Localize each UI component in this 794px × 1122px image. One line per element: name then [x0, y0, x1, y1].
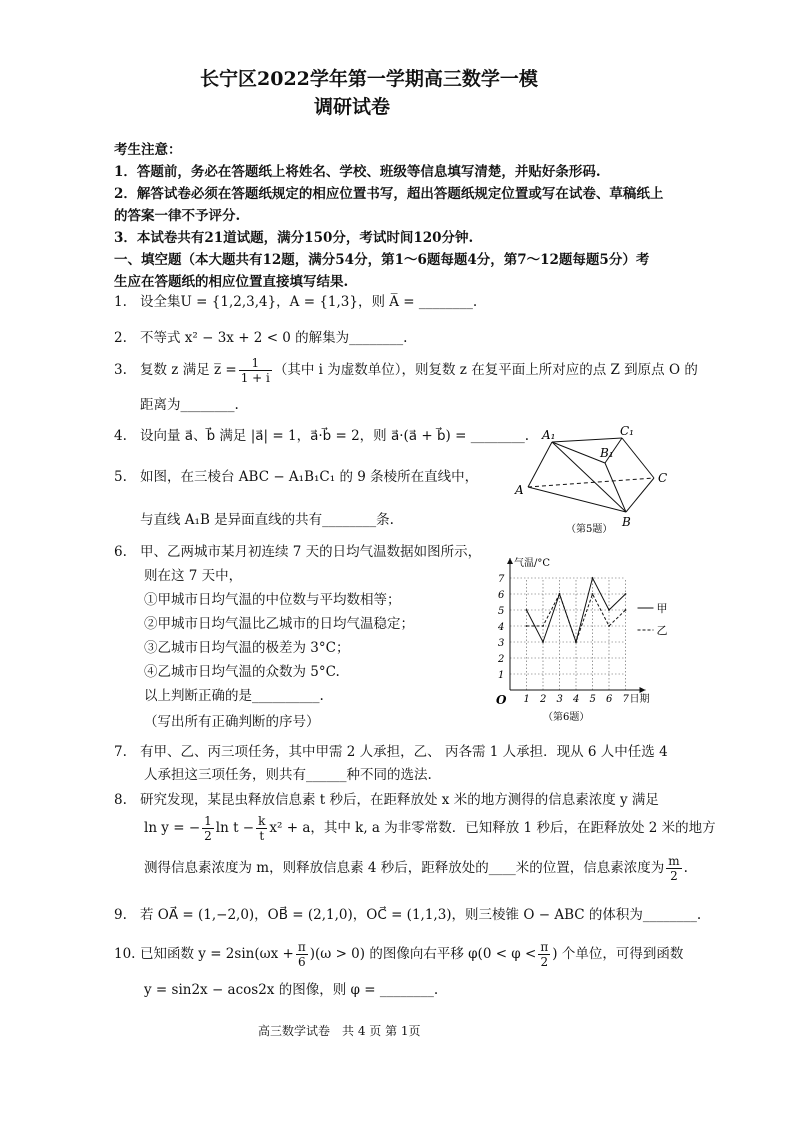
title-line-2: 调研试卷	[314, 96, 391, 118]
x-tick-label: 3	[556, 694, 563, 705]
question-10-line-2: y = sin2x − acos2x 的图像，则 φ = ________.	[144, 982, 439, 998]
figure-5-caption: （第5题）	[566, 524, 613, 535]
label-b1: B₁	[600, 446, 614, 460]
question-4	[114, 424, 529, 444]
y-tick-label: 5	[498, 606, 505, 617]
data-point-series-2	[526, 625, 528, 627]
data-point-series-1	[592, 577, 594, 579]
data-point-series-1	[608, 609, 610, 611]
x-tick-label: 2	[540, 694, 547, 705]
origin-label: O	[496, 693, 507, 707]
question-text: 设全集U = {1,2,3,4}，A = {1,3}，则 A̅ = ________.	[140, 294, 478, 310]
legend-label-2: 乙	[656, 624, 668, 637]
notice-heading: 考生注意：	[114, 142, 182, 158]
x-axis-arrow	[640, 687, 646, 693]
question-1	[114, 290, 477, 310]
y-axis-arrow	[507, 558, 513, 564]
question-text: 研究发现，某昆虫释放信息素 t 秒后，在距释放处 x 米的地方测得的信息素浓度 y 满足	[140, 792, 659, 808]
section-heading-line-2: 生应在答题纸的相应位置直接填写结果.	[114, 274, 349, 290]
question-number: 9.	[114, 907, 127, 923]
question-number: 5.	[114, 469, 127, 485]
question-text: 如图，在三棱台 ABC − A₁B₁C₁ 的 9 条棱所在直线中，	[140, 469, 479, 485]
question-6-option-1: ①甲城市日均气温的中位数与平均数相等；	[144, 592, 401, 608]
y-tick-label: 7	[498, 574, 505, 585]
question-6-option-4: ④乙城市日均气温的众数为 5°C.	[144, 664, 340, 680]
label-a: A	[515, 483, 524, 497]
y-tick-label: 3	[498, 638, 505, 649]
question-8	[114, 788, 659, 808]
question-text: 有甲、乙、丙三项任务，其中甲需 2 人承担，乙、 丙各需 1 人承担．现从 6 人中任选 4	[140, 744, 668, 760]
y-tick-label: 1	[498, 670, 505, 681]
y-tick-label: 4	[498, 622, 505, 633]
label-c1: C₁	[620, 424, 634, 438]
question-5-line-2: 与直线 A₁B 是异面直线的共有________条.	[140, 512, 394, 528]
data-point-series-2	[608, 625, 610, 627]
x-tick-label: 5	[589, 694, 596, 705]
question-text: 若 OA⃗ = (1,−2,0)，OB⃗ = (2,1,0)，OC⃗ = (1,1,3)，则三棱锥 O − ABC 的体积为________.	[140, 907, 702, 923]
data-point-series-2	[559, 593, 561, 595]
y-axis-label: 气温/°C	[514, 558, 551, 569]
page-footer: 高三数学试卷 共 4 页 第 1页	[258, 1024, 421, 1038]
figure-6-line-chart	[490, 552, 686, 724]
question-number: 3.	[114, 362, 127, 378]
data-point-series-2	[542, 625, 544, 627]
data-point-series-1	[526, 609, 528, 611]
label-a1: A₁	[542, 428, 556, 442]
x-tick-label: 7	[622, 694, 629, 705]
question-5	[114, 465, 478, 485]
title-line-1: 长宁区2022学年第一学期高三数学一模	[200, 68, 538, 90]
question-6-hint: （写出所有正确判断的序号）	[144, 714, 320, 730]
notice-item-2-cont: 的答案一律不予评分.	[114, 208, 241, 224]
question-8-line-3: 测得信息素浓度为 m，则释放信息素 4 秒后，距释放处的____米的位置，信息素浓度为 $\frac{m}{2}$ .	[144, 854, 688, 883]
y-tick-label: 2	[498, 654, 505, 665]
question-10: 10. 已知函数 y = 2sin(ωx + $\frac{\pi}{6}$ )(ω > 0) 的图像向右平移 φ(0 < φ < $\frac{\pi}{2}$ ) 个单位，可得到函数	[114, 940, 684, 969]
y-tick-label: 6	[498, 590, 505, 601]
question-number: 8.	[114, 792, 127, 808]
question-6	[114, 540, 481, 560]
question-7	[114, 740, 668, 760]
question-number: 1.	[114, 294, 127, 310]
data-point-series-1	[625, 593, 627, 595]
question-text: 设向量 a⃗、b⃗ 满足 |a⃗| = 1，a⃗·b⃗ = 2，则 a⃗·(a⃗ + b⃗) = ________.	[140, 428, 529, 444]
question-number: 6.	[114, 544, 127, 560]
question-text: 甲、乙两城市某月初连续 7 天的日均气温数据如图所示，	[140, 544, 482, 560]
x-tick-label: 1	[523, 694, 530, 705]
data-point-series-1	[542, 641, 544, 643]
question-number: 7.	[114, 744, 127, 760]
x-axis-label: 日期	[629, 694, 650, 705]
label-b: B	[622, 515, 631, 529]
question-9	[114, 903, 701, 923]
question-3-line-2: 距离为________.	[140, 397, 239, 413]
legend-label-1: 甲	[656, 602, 668, 615]
data-point-series-2	[575, 641, 577, 643]
question-number: 10.	[114, 946, 136, 962]
figure-5-frustum	[508, 422, 678, 537]
figure-6-caption: （第6题）	[543, 712, 590, 723]
question-6-option-3: ③乙城市日均气温的极差为 3°C；	[144, 640, 350, 656]
question-6-prompt: 以上判断正确的是__________.	[144, 688, 324, 704]
question-text-pre: 复数 z 满足 z̅ =	[140, 362, 237, 378]
question-number: 4.	[114, 428, 127, 444]
fraction: $\frac{1}{1 + i}$	[240, 356, 270, 385]
question-text-post: （其中 i 为虚数单位），则复数 z 在复平面上所对应的点 Z 到原点 O 的	[273, 362, 698, 378]
question-2	[114, 326, 407, 346]
question-3	[114, 356, 698, 385]
question-6-line-2: 则在这 7 天中，	[144, 568, 243, 584]
question-text: 不等式 x² − 3x + 2 < 0 的解集为________.	[140, 330, 408, 346]
section-heading-line-1: 一、填空题（本大题共有12题，满分54分，第1～6题每题4分，第7～12题每题5分）考	[114, 252, 650, 268]
data-point-series-2	[625, 609, 627, 611]
label-c: C	[658, 471, 668, 485]
question-6-option-2: ②甲城市日均气温比乙城市的日均气温稳定；	[144, 616, 414, 632]
x-tick-label: 6	[606, 694, 613, 705]
notice-item-2: 2．解答试卷必须在答题纸规定的相应位置书写，超出答题纸规定位置或写在试卷、草稿纸上	[114, 186, 664, 202]
data-point-series-2	[592, 593, 594, 595]
x-tick-label: 4	[573, 694, 580, 705]
notice-item-1: 1．答题前，务必在答题纸上将姓名、学校、班级等信息填写清楚，并贴好条形码.	[114, 164, 601, 180]
notice-item-3: 3．本试卷共有21道试题，满分150分，考试时间120分钟.	[114, 230, 474, 246]
question-8-line-2: ln y = − $\frac{1}{2}$ ln t − $\frac{k}{t}$ x² + a，其中 k, a 为非零常数．已知释放 1 秒后，在距释放处 2 米的地方	[144, 814, 716, 843]
question-7-line-2: 人承担这三项任务，则共有______种不同的选法.	[144, 767, 432, 783]
question-number: 2.	[114, 330, 127, 346]
